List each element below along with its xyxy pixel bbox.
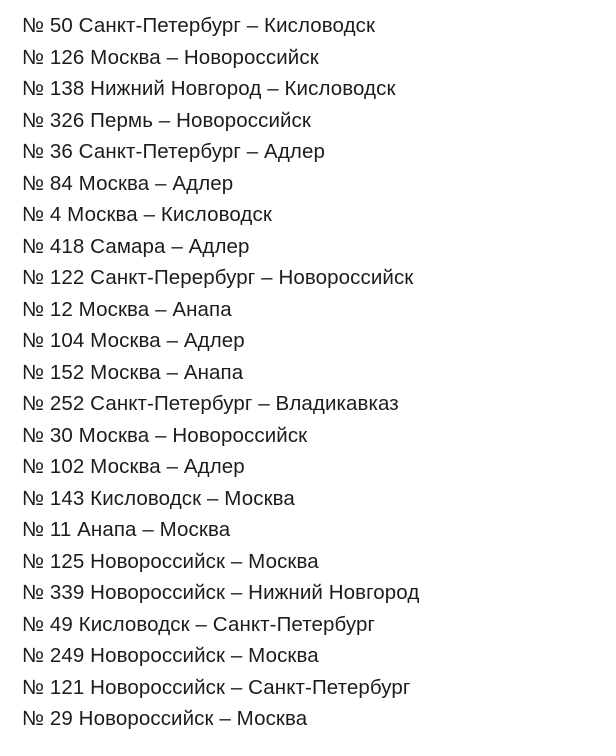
list-item: № 11 Анапа – Москва — [22, 518, 231, 541]
list-item: № 326 Пермь – Новороссийск — [22, 108, 311, 132]
list-item: № 249 Новороссийск – Москва — [22, 644, 319, 667]
list-item: № 4 Москва – Кисловодск — [22, 203, 272, 226]
list-item: № 29 Новороссийск – Москва — [22, 707, 308, 730]
list-item: № 122 Санкт-Перербург – Новороссийск — [22, 266, 414, 289]
list-item: № 152 Москва – Анапа — [22, 360, 244, 384]
list-item: № 102 Москва – Адлер — [22, 455, 245, 478]
list-item: № 126 Москва – Новороссийск — [22, 45, 319, 69]
list-item: № 125 Новороссийск – Москва — [22, 549, 319, 573]
list-item: № 50 Санкт-Петербург – Кисловодск — [22, 14, 376, 37]
list-item: № 418 Самара – Адлер — [22, 234, 250, 258]
list-item: № 49 Кисловодск – Санкт-Петербург — [22, 612, 376, 636]
list-item: № 36 Санкт-Петербург – Адлер — [22, 140, 325, 163]
list-item: № 104 Москва – Адлер — [22, 329, 245, 352]
list-item: № 121 Новороссийск – Санкт-Петербург — [22, 675, 411, 699]
list-item: № 143 Кисловодск – Москва — [22, 486, 295, 510]
list-item: № 12 Москва – Анапа — [22, 297, 232, 321]
list-item: № 339 Новороссийск – Нижний Новгород — [22, 581, 420, 604]
list-item: № 252 Санкт-Петербург – Владикавказ — [22, 392, 399, 415]
list-item: № 84 Москва – Адлер — [22, 171, 234, 195]
list-item: № 138 Нижний Новгород – Кисловодск — [22, 77, 396, 100]
list-item: № 30 Москва – Новороссийск — [22, 423, 308, 447]
